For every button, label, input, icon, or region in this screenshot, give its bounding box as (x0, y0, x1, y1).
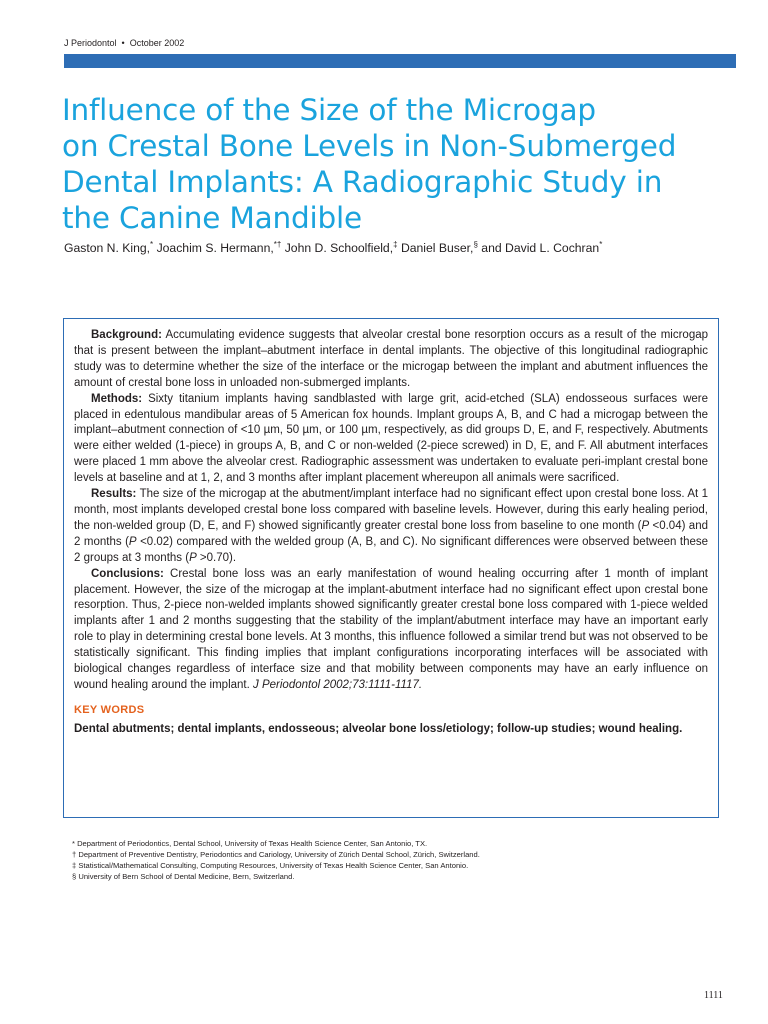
key-words-heading: KEY WORDS (74, 703, 145, 716)
affiliation-mark: § (473, 240, 478, 249)
p-value-symbol: P (641, 519, 650, 532)
abstract-results (74, 487, 708, 567)
affiliation-mark: * (599, 240, 603, 249)
title-line: the Canine Mandible (62, 201, 363, 235)
affiliation-mark: *† (273, 240, 282, 249)
footnotes (72, 838, 480, 882)
section-label: Conclusions: (91, 567, 164, 580)
section-text: Crestal bone loss was an early manifestation of wound healing occurring after 1 month of implant placement. However, the size of the microgap at the implant-abutment interface had no significant effect upon crestal bone resorption. Thus, 2-piece non-welded implants showed significantly greater crestal bone loss compared with 1-piece welded implants after 1 and 2 months suggesting that the stability of the implant/abutment interface may have an important early role to play in determining crestal bone levels. At 3 months, this influence followed a similar trend but was not observed to be statistically significant. This finding implies that implant configurations incorporating interfaces will be associated with biological changes regardless of interface size and that mobility between components may have an early influence on wound healing around the implant. (74, 567, 708, 691)
abstract-box (63, 318, 719, 818)
section-text: <0.02) compared with the welded group (A, B, and C). No significant differences were observed between these 2 groups at 3 months ( (74, 535, 709, 564)
author-list (64, 240, 602, 255)
author-separator: and (477, 241, 506, 256)
title-line: Influence of the Size of the Microgap (62, 93, 596, 127)
section-text: The size of the microgap at the abutment/implant interface had no significant effect upon crestal bone loss. At 1 month, most implants developed crestal bone loss compared with baseline levels. However, during this early healing period, the non-welded group (D, E, and F) showed significantly greater crestal bone loss from baseline to one month ( (74, 488, 708, 532)
running-head-separator: • (121, 38, 125, 48)
footnote: ‡ Statistical/Mathematical Consulting, Computing Resources, University of Texas Health Science Center, San Antonio. (72, 861, 469, 870)
p-value-symbol: P (128, 535, 137, 548)
running-head (64, 38, 184, 48)
citation: J Periodontol 2002;73:1111-1117. (253, 678, 423, 691)
section-label: Background: (91, 329, 162, 341)
p-value-symbol: P (189, 551, 197, 564)
section-text: <0.04) and 2 months ( (74, 519, 708, 548)
page-number: 1111 (704, 990, 723, 1001)
section-label: Methods: (91, 392, 143, 405)
affiliation-mark: * (150, 240, 154, 249)
footnote: § University of Bern School of Dental Medicine, Bern, Switzerland. (72, 872, 295, 881)
footnote: * Department of Periodontics, Dental School, University of Texas Health Science Center, San Antonio, TX. (72, 839, 428, 848)
section-text: Accumulating evidence suggests that alveolar crestal bone resorption occurs as a result of the microgap that is present between the implant–abutment interface in dental implants. The objective of this longitudinal radiographic study was to determine whether the size of the interface or the microgap between the implant and abutment influences the amount of crestal bone loss in unloaded non-submerged implants. (74, 329, 709, 389)
article-title (62, 92, 742, 236)
author-name: David L. Cochran (505, 241, 600, 256)
author-name: Joachim S. Hermann, (156, 241, 274, 256)
footnote: † Department of Preventive Dentistry, Periodontics and Cariology, University of Zürich Dental School, Zürich, Switzerland. (72, 850, 480, 859)
author-name: Gaston N. King, (64, 241, 151, 256)
section-label: Results: (91, 488, 137, 501)
author-name: Daniel Buser, (400, 241, 474, 256)
key-words-text: Dental abutments; dental implants, endosseous; alveolar bone loss/etiology; follow-up studies; wound healing. (74, 722, 683, 735)
header-color-bar (64, 54, 736, 68)
affiliation-mark: ‡ (393, 240, 398, 249)
section-text: >0.70). (196, 551, 237, 564)
title-line: on Crestal Bone Levels in Non-Submerged (62, 129, 677, 163)
abstract-methods (74, 392, 708, 487)
title-line: Dental Implants: A Radiographic Study in (62, 165, 663, 199)
abstract-conclusions (74, 567, 708, 694)
abstract-background (74, 328, 708, 392)
journal-name: J Periodontol (64, 38, 117, 48)
section-text: Sixty titanium implants having sandblasted with large grit, acid-etched (SLA) endosseous surfaces were placed in edentulous mandibular areas of 5 American fox hounds. Implant groups A, B, and C had a microgap between the implant–abutment connection of <10 µm, 50 µm, or 100 µm, respectively, as did groups D, E, and F, respectively. Abutments were either welded (1-piece) in groups A, B, and C or non-welded (2-piece screwed) in D, E, and F. All abutment interfaces were placed 1 mm above the alveolar crest. Radiographic assessment was undertaken to evaluate peri-implant crestal bone levels at baseline and at 1, 2, and 3 months after implant placement whereupon all animals were sacrificed. (74, 392, 708, 485)
issue-date: October 2002 (129, 38, 185, 48)
author-name: John D. Schoolfield, (284, 241, 394, 256)
